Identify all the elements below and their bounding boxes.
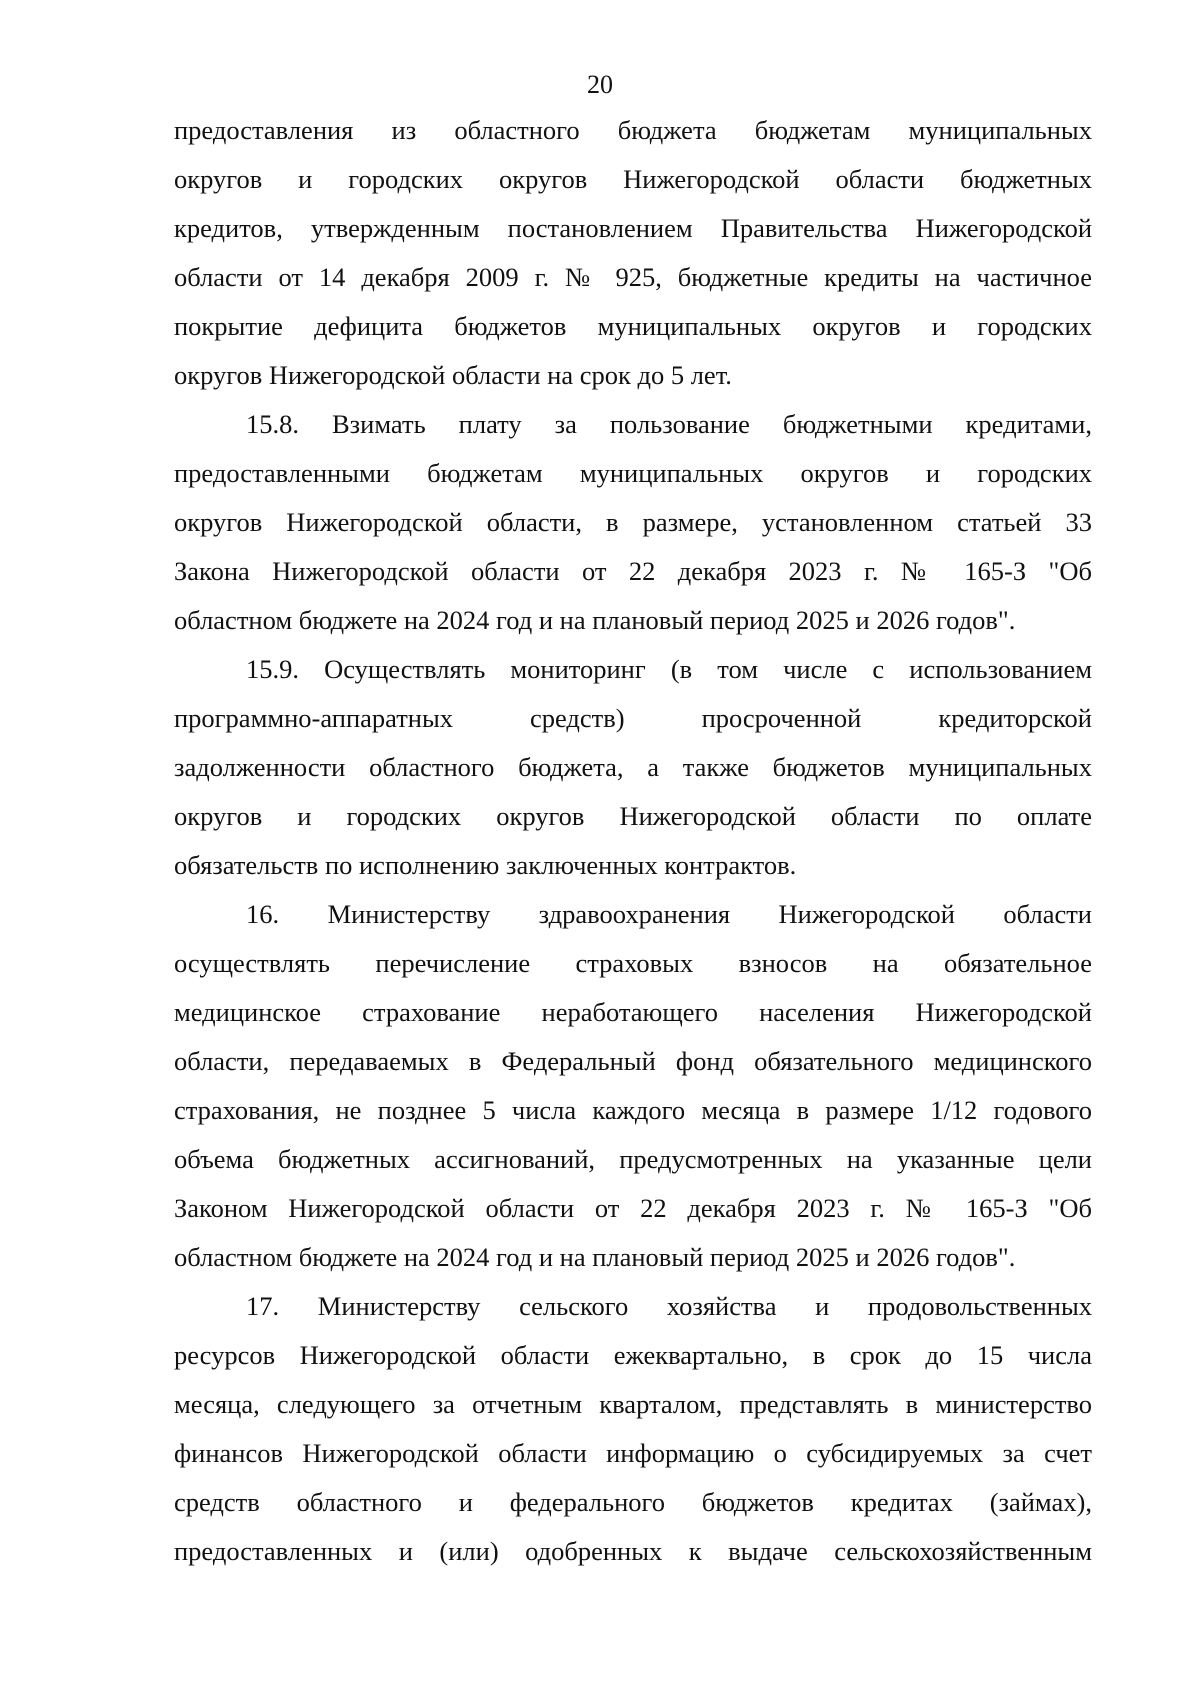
text-line: финансов Нижегородской области информацию о субсидируемых за счет [174,1438,1092,1468]
text-line: кредитов, утвержденным постановлением Правительства Нижегородской [174,213,1092,243]
text-line: средств областного и федерального бюджетов кредитах (займах), [174,1487,1092,1517]
text-line: страхования, не позднее 5 числа каждого месяца в размере 1/12 годового [174,1095,1092,1125]
page-number: 20 [587,70,613,99]
text-line: округов и городских округов Нижегородской области по оплате [174,801,1092,831]
text-line: предоставления из областного бюджета бюджетам муниципальных [174,115,1092,145]
text-line: предоставленными бюджетам муниципальных округов и городских [174,458,1092,488]
paragraph-15-9-start: 15.9. Осуществлять мониторинг (в том числе с использованием [246,654,1092,684]
text-line: месяца, следующего за отчетным кварталом, представлять в министерство [174,1389,1092,1419]
text-line: области, передаваемых в Федеральный фонд обязательного медицинского [174,1046,1092,1076]
text-line: Закона Нижегородской области от 22 декабря 2023 г. № 165-З "Об [174,556,1092,586]
text-line: округов Нижегородской области, в размере, установленном статьей 33 [174,507,1092,537]
text-line: программно-аппаратных средств) просроченной кредиторской [174,703,1092,733]
document-body [174,106,1092,1576]
text-line: предоставленных и (или) одобренных к выдаче сельскохозяйственным [174,1536,1092,1566]
text-line: области от 14 декабря 2009 г. № 925, бюджетные кредиты на частичное [174,262,1092,292]
text-line: обязательств по исполнению заключенных контрактов. [174,850,797,880]
text-line: задолженности областного бюджета, а также бюджетов муниципальных [174,752,1092,782]
paragraph-15-8-start: 15.8. Взимать плату за пользование бюджетными кредитами, [246,409,1092,439]
text-line: медицинское страхование неработающего населения Нижегородской [174,997,1092,1027]
text-line: ресурсов Нижегородской области ежеквартально, в срок до 15 числа [174,1340,1092,1370]
text-line: осуществлять перечисление страховых взносов на обязательное [174,948,1092,978]
text-line: областном бюджете на 2024 год и на плановый период 2025 и 2026 годов". [174,605,1016,635]
paragraph-17-start: 17. Министерству сельского хозяйства и продовольственных [246,1291,1092,1321]
text-line: Законом Нижегородской области от 22 декабря 2023 г. № 165-З "Об [174,1193,1092,1223]
text-line: покрытие дефицита бюджетов муниципальных округов и городских [174,311,1092,341]
text-line: округов Нижегородской области на срок до 5 лет. [174,360,732,390]
text-line: областном бюджете на 2024 год и на плановый период 2025 и 2026 годов". [174,1242,1016,1272]
paragraph-16-start: 16. Министерству здравоохранения Нижегородской области [246,899,1092,929]
text-line: объема бюджетных ассигнований, предусмотренных на указанные цели [174,1144,1092,1174]
text-line: округов и городских округов Нижегородской области бюджетных [174,164,1092,194]
